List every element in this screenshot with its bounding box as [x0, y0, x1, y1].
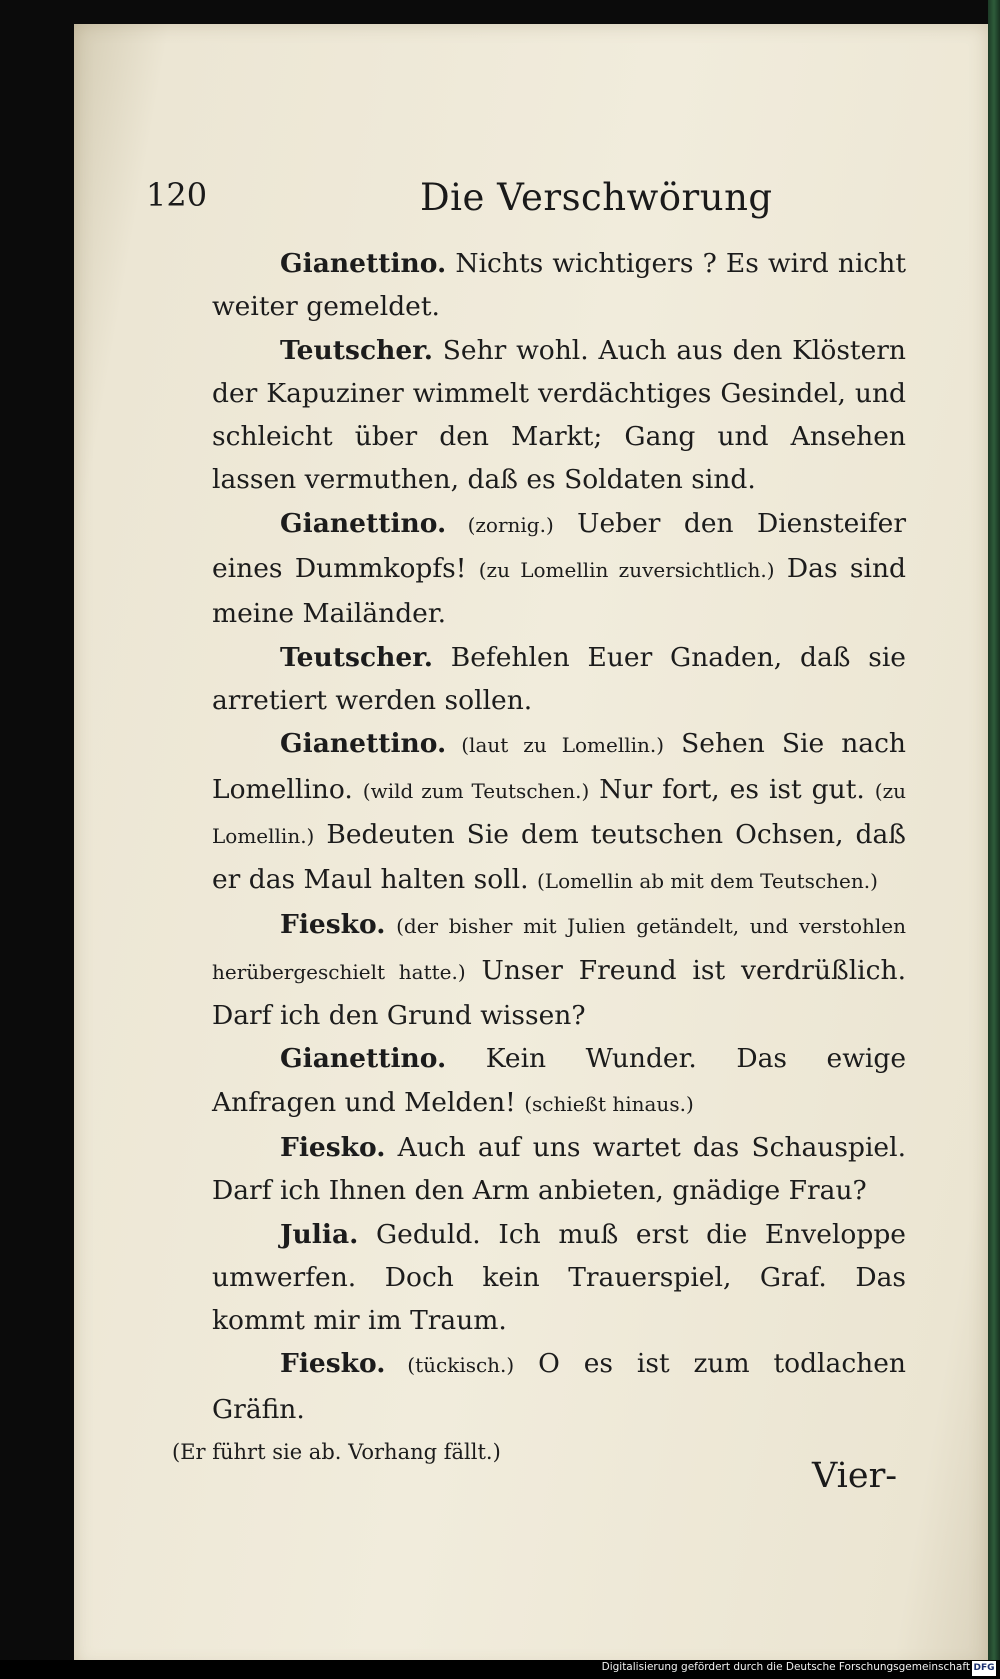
spoken-text: Befehlen Euer Gnaden, daß sie arretiert werden sollen. — [212, 641, 906, 716]
speaker-name: Gianettino. — [280, 1043, 447, 1075]
spoken-text: O es ist zum todlachen Gräfin. — [212, 1348, 906, 1425]
stage-direction: (laut zu Lomellin.) — [446, 733, 665, 758]
dialogue-paragraph — [212, 1126, 906, 1213]
spoken-text: Kein Wunder. Das ewige Anfragen und Melden! — [212, 1043, 906, 1118]
speaker-name: Fiesko. — [280, 1348, 386, 1380]
funding-credit: Digitalisierung gefördert durch die Deutsche Forschungsgemeinschaft — [601, 1661, 970, 1673]
page-body-text — [172, 242, 906, 1474]
stage-direction: (tückisch.) — [385, 1353, 515, 1378]
spoken-text: Sehen Sie nach Lomellino. — [212, 728, 906, 805]
closing-stage-direction: (Er führt sie ab. Vorhang fällt.) — [172, 1440, 501, 1465]
dialogue-paragraph — [212, 1342, 906, 1431]
spoken-text: Sehr wohl. Auch aus den Klöstern der Kapuziner wimmelt verdächtiges Gesindel, und schleicht über den Markt; Gang und Ansehen lassen vermuthen, daß es Soldaten sind. — [212, 334, 906, 496]
running-title: Die Verschwörung — [420, 176, 773, 219]
speaker-name: Fiesko. — [280, 909, 386, 941]
dialogue-paragraph — [212, 329, 906, 502]
stage-direction: (zu Lomellin zuversichtlich.) — [478, 558, 775, 583]
stage-direction: (der bisher mit Julien getändelt, und verstohlen herübergeschielt hatte.) — [212, 914, 906, 984]
speaker-name: Fiesko. — [280, 1131, 386, 1163]
dialogue-paragraph — [212, 722, 906, 903]
dialogue-paragraph — [212, 1037, 906, 1126]
spoken-text: Nichts wichtigers ? Es wird nicht weiter gemeldet. — [212, 248, 906, 323]
speaker-name: Teutscher. — [280, 334, 433, 366]
spoken-text: Auch auf uns wartet das Schauspiel. Darf ich Ihnen den Arm anbieten, gnädige Frau? — [212, 1131, 906, 1207]
spoken-text: Bedeuten Sie dem teutschen Ochsen, daß er das Maul halten soll. — [212, 818, 906, 896]
speaker-name: Gianettino. — [280, 507, 447, 539]
speaker-name: Teutscher. — [280, 641, 433, 673]
page-number: 120 — [146, 176, 208, 214]
speaker-name: Gianettino. — [280, 728, 447, 760]
stage-direction: (schießt hinaus.) — [524, 1091, 694, 1116]
stage-direction: (zornig.) — [446, 512, 554, 537]
spoken-text: Geduld. Ich muß erst die Enveloppe umwerfen. Doch kein Trauerspiel, Graf. Das kommt mir im Traum. — [212, 1218, 906, 1337]
dialogue-paragraph — [212, 636, 906, 723]
speaker-name: Gianettino. — [280, 248, 447, 279]
stage-direction: (Lomellin ab mit dem Teutschen.) — [536, 869, 878, 894]
stage-direction: (wild zum Teutschen.) — [362, 778, 590, 803]
dialogue-paragraph — [212, 502, 906, 636]
spoken-text: Unser Freund ist verdrüßlich. Darf ich den Grund wissen? — [212, 954, 906, 1032]
dialogue-paragraph — [212, 242, 906, 329]
dialogue-paragraph — [212, 903, 906, 1037]
speaker-name: Julia. — [280, 1218, 359, 1250]
stage-direction: (zu Lomellin.) — [212, 778, 906, 848]
spoken-text: Das sind meine Mailänder. — [212, 553, 906, 630]
book-edge-strip — [988, 0, 1000, 1679]
dfg-logo: DFG — [972, 1661, 996, 1676]
catchword: Vier- — [812, 1456, 898, 1496]
spoken-text: Nur fort, es ist gut. — [589, 773, 875, 805]
dialogue-paragraph — [212, 1213, 906, 1343]
spoken-text: Ueber den Diensteifer eines Dummkopfs! — [212, 507, 906, 585]
